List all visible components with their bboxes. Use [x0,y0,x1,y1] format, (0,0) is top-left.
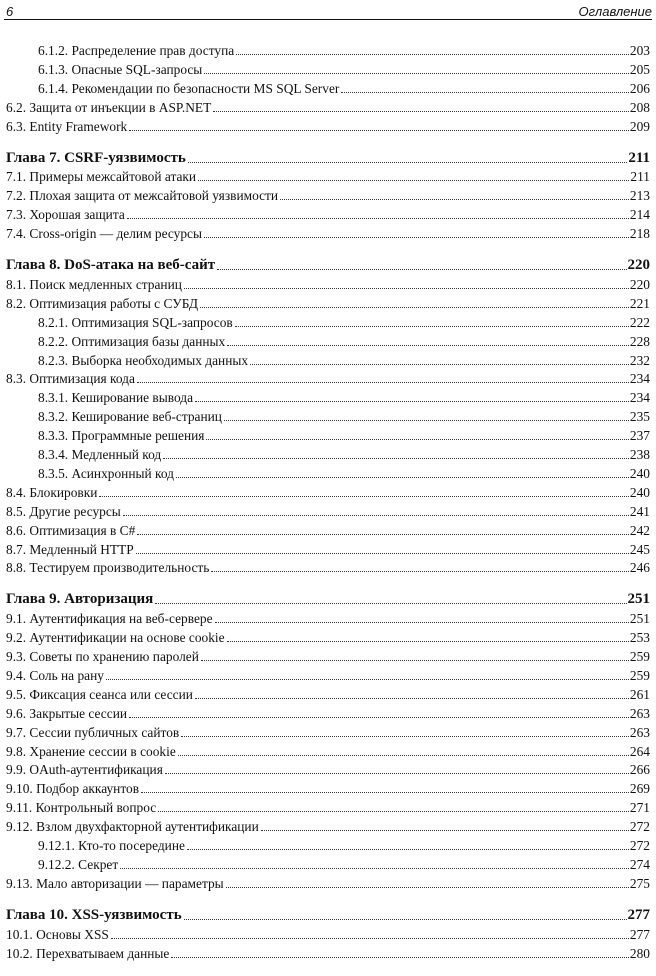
dot-leader [198,180,629,181]
toc-entry-page: 206 [629,80,650,96]
toc-entry-title: 9.12.1. Кто-то посередине [38,838,185,853]
toc-entry-page: 269 [629,781,650,797]
toc-entry [6,944,650,962]
toc-entry-page: 240 [629,465,650,481]
toc-entry-page: 264 [629,743,650,759]
dot-leader [226,887,629,888]
toc-entry-title: 8.8. Тестируем производительность [6,560,210,576]
dot-leader [200,307,629,308]
toc-entry [6,313,650,331]
toc-entry [6,79,650,97]
dot-leader [201,660,629,661]
dot-leader [155,603,626,604]
dot-leader [227,641,629,642]
toc-entry-title: 9.2. Аутентификации на основе cookie [6,630,225,646]
toc-entry [6,723,650,741]
toc-entry-page: 234 [629,390,650,406]
toc-entry-page: 263 [629,705,650,721]
toc-entry [6,779,650,797]
toc-entry [6,836,650,854]
toc-entry [6,817,650,835]
toc-entry-page: 220 [627,257,650,273]
toc-entry-page: 221 [629,295,650,311]
dot-leader [171,957,629,958]
dot-leader [136,553,629,554]
toc-entry-title: 9.9. OAuth-аутентификация [6,762,163,778]
dot-leader [158,811,629,812]
toc-entry-title: 10.1. Основы XSS [6,926,109,942]
dot-leader [176,477,629,478]
dot-leader [187,849,629,850]
toc-entry-title: 9.5. Фиксация сеанса или сессии [6,686,193,702]
dot-leader [235,326,629,327]
toc-entry [6,445,650,463]
dot-leader [99,496,629,497]
toc-entry-page: 271 [629,800,650,816]
toc-entry [6,855,650,873]
toc-entry-title: 9.12. Взлом двухфакторной аутентификации [6,819,259,835]
toc-entry-title: 7.1. Примеры межсайтовой атаки [6,169,197,185]
toc-entry [6,351,650,369]
toc-entry-page: 272 [629,819,650,835]
toc-entry-page: 234 [629,371,650,387]
toc-entry [6,704,650,722]
toc-entry-page: 251 [627,591,650,608]
running-title: Оглавление [578,4,652,19]
dot-leader [129,130,629,131]
toc-entry [6,874,650,892]
toc-entry-page: 205 [629,61,650,77]
toc-entry [6,426,650,444]
toc-entry-page: 251 [629,611,650,627]
toc-entry-title: 6.1.4. Рекомендации по безопасности MS SQL Server [38,80,340,96]
toc-entry-page: 274 [629,856,650,872]
toc-entry-title: Глава 10. XSS-уязвимость [6,906,182,923]
toc-entry [6,760,650,778]
toc-entry-title: Глава 9. Авторизация [6,591,154,608]
toc-entry-title: 9.10. Подбор аккаунтов [6,781,140,797]
dot-leader [195,401,629,402]
dot-leader [217,269,626,270]
toc-entry-title: 6.3. Entity Framework [6,118,128,134]
toc-entry-title: 8.7. Медленный HTTP [6,541,134,557]
toc-entry [6,224,650,242]
dot-leader [141,792,629,793]
dot-leader [211,571,629,572]
toc-entry-title: 9.6. Закрытые сессии [6,705,128,721]
toc-entry-title: 8.2.3. Выборка необходимых данных [38,352,249,368]
toc-entry [6,647,650,665]
toc-entry-title: 9.11. Контрольный вопрос [6,800,157,816]
toc-entry-title: 8.4. Блокировки [6,484,98,500]
toc-entry-page: 240 [629,484,650,500]
toc-entry-page: 245 [629,541,650,557]
dot-leader [184,919,627,920]
toc-entry-page: 228 [629,333,650,349]
toc-entry-page: 232 [629,352,650,368]
dot-leader [120,868,629,869]
dot-leader [227,345,629,346]
toc-entry-title: 8.2. Оптимизация работы с СУБД [6,295,199,311]
toc-entry [6,60,650,78]
dot-leader [204,73,629,74]
toc-entry [6,742,650,760]
toc-entry-title: 8.3.5. Асинхронный код [38,465,174,481]
toc-entry [6,117,650,135]
toc-entry-page: 261 [629,686,650,702]
dot-leader [129,717,629,718]
toc-entry [6,666,650,684]
toc-chapter [6,906,650,924]
toc-entry-title: 8.2.2. Оптимизация базы данных [38,333,226,349]
toc-entry-page: 214 [629,207,650,223]
toc-entry [6,98,650,116]
dot-leader [261,830,629,831]
toc-entry [6,41,650,59]
toc-entry [6,521,650,539]
toc-entry [6,540,650,558]
toc-entry-page: 259 [629,667,650,683]
toc-entry [6,685,650,703]
dot-leader [165,773,629,774]
toc-entry-title: 9.1. Аутентификация на веб-сервере [6,611,213,627]
toc-entry [6,167,650,185]
toc-entry-page: 235 [629,409,650,425]
toc-entry-page: 208 [629,99,650,115]
dot-leader [137,382,629,383]
toc-entry-page: 277 [627,906,650,923]
page-number: 6 [6,4,14,19]
toc-entry-title: 9.4. Соль на рану [6,667,104,683]
toc-entry-title: 8.3.3. Программные решения [38,428,205,444]
toc-entry-page: 263 [629,724,650,740]
toc-entry-page: 220 [629,276,650,292]
toc-entry [6,294,650,312]
dot-leader [181,736,629,737]
toc-entry-page: 213 [629,188,650,204]
toc-entry-page: 266 [629,762,650,778]
toc-entry-title: 8.3.4. Медленный код [38,447,162,462]
toc-entry-page: 238 [629,447,650,462]
toc-entry-title: Глава 7. CSRF-уязвимость [6,149,186,166]
toc-entry [6,388,650,406]
dot-leader [204,237,629,238]
dot-leader [215,622,629,623]
toc-entry [6,186,650,204]
toc-entry-title: 9.7. Сессии публичных сайтов [6,724,180,740]
dot-leader [236,54,629,55]
toc-entry-page: 222 [629,314,650,330]
toc-entry [6,558,650,576]
toc-entry-page: 272 [629,838,650,853]
toc-entry-title: 10.2. Перехватываем данные [6,945,170,961]
toc-entry-page: 218 [629,226,650,242]
dot-leader [111,938,629,939]
toc-entry [6,332,650,350]
toc-entry-page: 277 [629,926,650,942]
toc-entry-title: 7.2. Плохая защита от межсайтовой уязвимости [6,188,279,204]
toc-entry [6,925,650,943]
toc-entry-title: 6.2. Защита от инъекции в ASP.NET [6,99,212,115]
toc-entry [6,275,650,293]
toc-entry [6,502,650,520]
dot-leader [280,199,629,200]
toc-entry-page: 242 [629,522,650,538]
dot-leader [127,218,629,219]
toc-entry-title: 7.4. Cross-origin — делим ресурсы [6,226,202,242]
toc-entry-title: 8.6. Оптимизация в C# [6,522,136,538]
toc-chapter [6,256,650,274]
toc-entry-title: 8.2.1. Оптимизация SQL-запросов [38,314,233,330]
toc-entry-page: 211 [630,169,650,185]
toc-entry-title: 9.12.2. Секрет [38,856,119,872]
toc-entry-page: 253 [629,630,650,646]
toc-entry-title: 8.5. Другие ресурсы [6,503,121,519]
toc-entry-page: 241 [629,503,650,519]
dot-leader [213,111,629,112]
toc-entry-title: Глава 8. DoS-атака на веб-сайт [6,257,216,273]
toc-entry-page: 259 [629,649,650,664]
dot-leader [137,534,629,535]
toc-entry-page: 246 [629,560,650,576]
toc-entry [6,369,650,387]
toc-entry-page: 203 [629,43,650,58]
dot-leader [206,439,628,440]
toc-entry-title: 9.3. Советы по хранению паролей [6,649,199,664]
toc-entry-page: 209 [629,118,650,134]
toc-entry-title: 9.13. Мало авторизации — параметры [6,875,224,891]
toc-entry-page: 237 [629,428,650,444]
dot-leader [188,162,628,163]
toc-entry-page: 280 [629,945,650,961]
toc-entry [6,609,650,627]
dot-leader [106,679,629,680]
dot-leader [184,288,629,289]
toc-entry-title: 6.1.3. Опасные SQL-запросы [38,61,203,77]
toc-chapter [6,590,650,608]
dot-leader [224,420,629,421]
dot-leader [123,515,629,516]
toc-entry [6,205,650,223]
toc-entry-title: 6.1.2. Распределение прав доступа [38,43,235,58]
dot-leader [163,458,629,459]
dot-leader [341,92,629,93]
dot-leader [195,698,629,699]
dot-leader [178,755,629,756]
toc-entry [6,407,650,425]
toc-entry [6,798,650,816]
header-rule [4,19,652,20]
toc-entry-title: 8.3. Оптимизация кода [6,371,135,387]
dot-leader [250,364,629,365]
toc-entry [6,483,650,501]
toc-entry-page: 211 [628,149,650,166]
toc-chapter [6,149,650,167]
toc-entry [6,628,650,646]
toc-entry-title: 8.3.2. Кеширование веб-страниц [38,409,222,425]
toc-entry-page: 275 [629,875,650,891]
toc-entry-title: 8.3.1. Кеширование вывода [38,390,194,406]
toc-entry-title: 8.1. Поиск медленных страниц [6,276,182,292]
toc-entry-title: 7.3. Хорошая защита [6,207,125,223]
toc-entry [6,464,650,482]
toc-entry-title: 9.8. Хранение сессии в cookie [6,743,176,759]
